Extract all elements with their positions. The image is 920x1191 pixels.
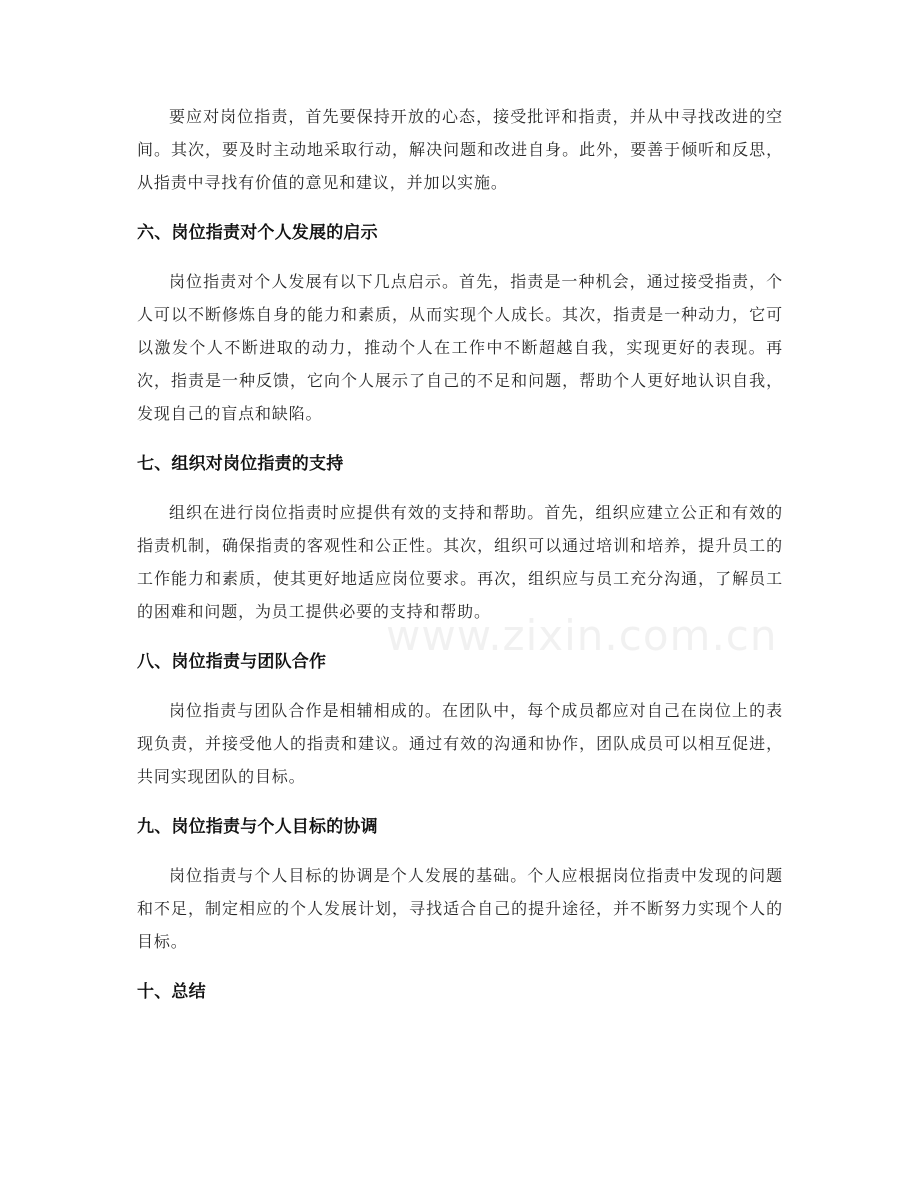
section-7-paragraph: 组织在进行岗位指责时应提供有效的支持和帮助。首先，组织应建立公正和有效的指责机制，确保指责的客观性和公正性。其次，组织可以通过培训和培养，提升员工的工作能力和素质，使其更好地适应岗位要求。再次，组织应与员工充分沟通，了解员工的困难和问题，为员工提供必要的支持和帮助。 — [137, 503, 783, 621]
section-7-heading: 七、组织对岗位指责的支持 — [137, 454, 344, 474]
section-8-heading: 八、岗位指责与团队合作 — [137, 652, 327, 672]
document-body — [137, 100, 783, 1004]
section-9-heading: 九、岗位指责与个人目标的协调 — [137, 817, 378, 837]
section-6-paragraph: 岗位指责对个人发展有以下几点启示。首先，指责是一种机会，通过接受指责，个人可以不断修炼自身的能力和素质，从而实现个人成长。其次，指责是一种动力，它可以激发个人不断进取的动力，推动个人在工作中不断超越自我，实现更好的表现。再次，指责是一种反馈，它向个人展示了自己的不足和问题，帮助个人更好地认识自我，发现自己的盲点和缺陷。 — [137, 272, 783, 423]
section-10-heading: 十、总结 — [137, 982, 206, 1002]
section-8-paragraph: 岗位指责与团队合作是相辅相成的。在团队中，每个成员都应对自己在岗位上的表现负责，并接受他人的指责和建议。通过有效的沟通和协作，团队成员可以相互促进，共同实现团队的目标。 — [137, 701, 783, 786]
intro-paragraph: 要应对岗位指责，首先要保持开放的心态，接受批评和指责，并从中寻找改进的空间。其次，要及时主动地采取行动，解决问题和改进自身。此外，要善于倾听和反思，从指责中寻找有价值的意见和建议，并加以实施。 — [137, 107, 783, 192]
watermark-text: www.zixin.com.cn — [386, 611, 778, 660]
section-6-heading: 六、岗位指责对个人发展的启示 — [137, 223, 378, 243]
section-9-paragraph: 岗位指责与个人目标的协调是个人发展的基础。个人应根据岗位指责中发现的问题和不足，制定相应的个人发展计划，寻找适合自己的提升途径，并不断努力实现个人的目标。 — [137, 866, 783, 951]
